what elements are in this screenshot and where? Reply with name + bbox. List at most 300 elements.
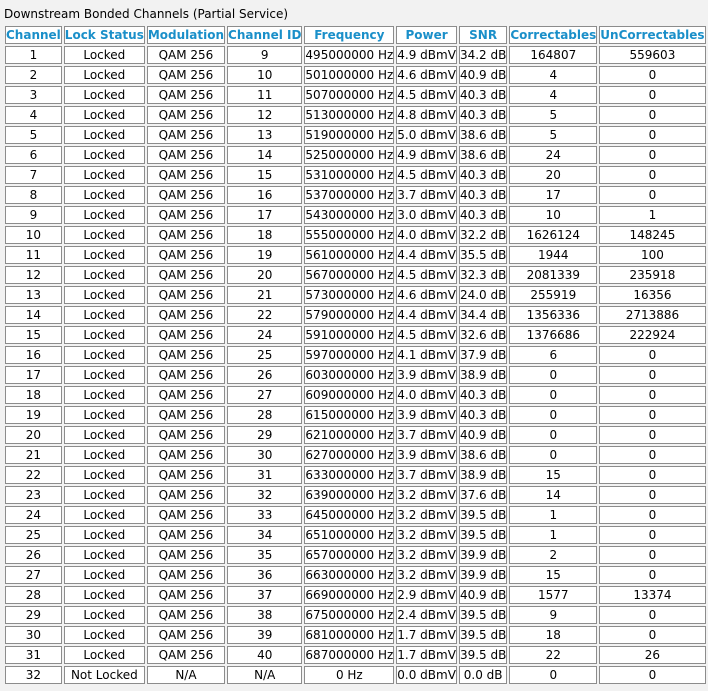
power-cell: 4.5 dBmV (397, 168, 456, 182)
modulation-cell: QAM 256 (147, 206, 225, 224)
table-row (5, 206, 706, 224)
snr-cell: 37.9 dB (459, 348, 507, 362)
lock-status-cell: Locked (64, 346, 145, 364)
correctables-cell: 9 (509, 606, 597, 624)
modulation-cell: QAM 256 (147, 266, 225, 284)
modulation-cell: QAM 256 (147, 46, 225, 64)
lock-status-cell: Locked (64, 626, 145, 644)
modulation-cell: QAM 256 (147, 626, 225, 644)
lock-status-cell: Locked (64, 566, 145, 584)
channel-id-cell: 17 (227, 206, 302, 224)
power-cell: 4.0 dBmV (397, 228, 456, 242)
uncorrectables-cell: 0 (599, 386, 705, 404)
power-cell: 4.9 dBmV (397, 148, 456, 162)
frequency-cell: 621000000 Hz (305, 428, 394, 442)
channel-id-cell: 19 (227, 246, 302, 264)
correctables-cell: 0 (509, 666, 597, 684)
table-row (5, 606, 706, 624)
power-cell: 3.2 dBmV (397, 488, 456, 502)
lock-status-cell: Locked (64, 366, 145, 384)
channel-id-cell: 36 (227, 566, 302, 584)
channel-cell: 31 (5, 646, 62, 664)
correctables-cell: 15 (509, 566, 597, 584)
frequency-cell: 615000000 Hz (305, 408, 394, 422)
channel-id-cell: 18 (227, 226, 302, 244)
channel-id-cell: 13 (227, 126, 302, 144)
table-row (5, 86, 706, 104)
channel-cell: 21 (5, 446, 62, 464)
snr-cell: 38.9 dB (459, 368, 507, 382)
uncorrectables-cell: 0 (599, 446, 705, 464)
header-correctables: Correctables (510, 28, 597, 42)
channel-id-cell: 9 (227, 46, 302, 64)
frequency-cell: 657000000 Hz (305, 548, 394, 562)
frequency-cell: 501000000 Hz (305, 68, 394, 82)
lock-status-cell: Locked (64, 226, 145, 244)
snr-cell: 34.2 dB (459, 48, 507, 62)
correctables-cell: 10 (509, 206, 597, 224)
channel-id-cell: 39 (227, 626, 302, 644)
uncorrectables-cell: 235918 (599, 266, 705, 284)
lock-status-cell: Locked (64, 326, 145, 344)
channel-cell: 11 (5, 246, 62, 264)
lock-status-cell: Locked (64, 526, 145, 544)
frequency-cell: 645000000 Hz (305, 508, 394, 522)
uncorrectables-cell: 0 (599, 666, 705, 684)
modulation-cell: QAM 256 (147, 606, 225, 624)
lock-status-cell: Locked (64, 166, 145, 184)
channel-id-cell: 33 (227, 506, 302, 524)
channel-cell: 25 (5, 526, 62, 544)
power-cell: 3.7 dBmV (397, 188, 456, 202)
channel-cell: 26 (5, 546, 62, 564)
header-channel-id: Channel ID (228, 28, 302, 42)
channel-id-cell: 29 (227, 426, 302, 444)
power-cell: 4.5 dBmV (397, 268, 456, 282)
channel-cell: 15 (5, 326, 62, 344)
snr-cell: 40.3 dB (459, 408, 507, 422)
lock-status-cell: Locked (64, 66, 145, 84)
channel-id-cell: 24 (227, 326, 302, 344)
frequency-cell: 537000000 Hz (305, 188, 394, 202)
lock-status-cell: Locked (64, 546, 145, 564)
uncorrectables-cell: 0 (599, 66, 705, 84)
modulation-cell: QAM 256 (147, 406, 225, 424)
table-row (5, 586, 706, 604)
power-cell: 5.0 dBmV (397, 128, 456, 142)
channel-id-cell: N/A (227, 666, 302, 684)
frequency-cell: 669000000 Hz (305, 588, 394, 602)
snr-cell: 40.3 dB (459, 108, 507, 122)
power-cell: 3.0 dBmV (397, 208, 456, 222)
modulation-cell: QAM 256 (147, 226, 225, 244)
correctables-cell: 0 (509, 446, 597, 464)
frequency-cell: 531000000 Hz (305, 168, 394, 182)
frequency-cell: 555000000 Hz (305, 228, 394, 242)
snr-cell: 39.5 dB (459, 628, 507, 642)
channel-id-cell: 31 (227, 466, 302, 484)
uncorrectables-cell: 148245 (599, 226, 705, 244)
channel-cell: 20 (5, 426, 62, 444)
channel-id-cell: 16 (227, 186, 302, 204)
frequency-cell: 603000000 Hz (305, 368, 394, 382)
modulation-cell: N/A (147, 666, 225, 684)
lock-status-cell: Locked (64, 246, 145, 264)
table-row (5, 186, 706, 204)
channel-id-cell: 28 (227, 406, 302, 424)
table-row (5, 66, 706, 84)
lock-status-cell: Locked (64, 426, 145, 444)
power-cell: 4.1 dBmV (397, 348, 456, 362)
section-title: Downstream Bonded Channels (Partial Service) (4, 7, 289, 21)
channel-cell: 28 (5, 586, 62, 604)
channel-id-cell: 12 (227, 106, 302, 124)
frequency-cell: 543000000 Hz (305, 208, 394, 222)
channel-cell: 9 (5, 206, 62, 224)
modulation-cell: QAM 256 (147, 646, 225, 664)
power-cell: 2.4 dBmV (397, 608, 456, 622)
uncorrectables-cell: 0 (599, 186, 705, 204)
correctables-cell: 6 (509, 346, 597, 364)
table-row (5, 346, 706, 364)
snr-cell: 24.0 dB (459, 288, 507, 302)
uncorrectables-cell: 0 (599, 566, 705, 584)
lock-status-cell: Locked (64, 646, 145, 664)
channel-cell: 16 (5, 346, 62, 364)
power-cell: 4.0 dBmV (397, 388, 456, 402)
power-cell: 4.9 dBmV (397, 48, 456, 62)
snr-cell: 40.3 dB (459, 208, 507, 222)
uncorrectables-cell: 0 (599, 86, 705, 104)
snr-cell: 40.3 dB (459, 88, 507, 102)
snr-cell: 35.5 dB (459, 248, 507, 262)
channel-id-cell: 38 (227, 606, 302, 624)
header-power: Power (396, 26, 457, 44)
modulation-cell: QAM 256 (147, 306, 225, 324)
channel-id-cell: 15 (227, 166, 302, 184)
snr-cell: 39.5 dB (459, 608, 507, 622)
channel-cell: 22 (5, 466, 62, 484)
modulation-cell: QAM 256 (147, 546, 225, 564)
header-modulation: Modulation (147, 28, 225, 42)
uncorrectables-cell: 0 (599, 346, 705, 364)
table-row (5, 626, 706, 644)
lock-status-cell: Locked (64, 406, 145, 424)
snr-cell: 32.2 dB (459, 228, 507, 242)
power-cell: 3.7 dBmV (397, 468, 456, 482)
channel-cell: 3 (5, 86, 62, 104)
table-row (5, 466, 706, 484)
channel-id-cell: 35 (227, 546, 302, 564)
table-row (5, 46, 706, 64)
correctables-cell: 17 (509, 186, 597, 204)
correctables-cell: 1 (509, 506, 597, 524)
frequency-cell: 579000000 Hz (305, 308, 394, 322)
uncorrectables-cell: 100 (599, 246, 705, 264)
power-cell: 3.2 dBmV (397, 568, 456, 582)
uncorrectables-cell: 0 (599, 606, 705, 624)
lock-status-cell: Locked (64, 146, 145, 164)
channel-id-cell: 34 (227, 526, 302, 544)
power-cell: 4.6 dBmV (397, 288, 456, 302)
uncorrectables-cell: 0 (599, 426, 705, 444)
modulation-cell: QAM 256 (147, 286, 225, 304)
lock-status-cell: Locked (64, 446, 145, 464)
uncorrectables-cell: 0 (599, 626, 705, 644)
lock-status-cell: Locked (64, 286, 145, 304)
power-cell: 3.2 dBmV (397, 528, 456, 542)
power-cell: 0.0 dBmV (397, 668, 456, 682)
frequency-cell: 675000000 Hz (305, 608, 394, 622)
correctables-cell: 0 (509, 386, 597, 404)
frequency-cell: 525000000 Hz (305, 148, 394, 162)
frequency-cell: 627000000 Hz (305, 448, 394, 462)
uncorrectables-cell: 0 (599, 366, 705, 384)
correctables-cell: 22 (509, 646, 597, 664)
modulation-cell: QAM 256 (147, 166, 225, 184)
table-row (5, 326, 706, 344)
correctables-cell: 1356336 (509, 306, 597, 324)
correctables-cell: 18 (509, 626, 597, 644)
frequency-cell: 651000000 Hz (305, 528, 394, 542)
power-cell: 4.5 dBmV (397, 328, 456, 342)
power-cell: 3.7 dBmV (397, 428, 456, 442)
uncorrectables-cell: 0 (599, 106, 705, 124)
power-cell: 3.9 dBmV (397, 408, 456, 422)
modulation-cell: QAM 256 (147, 246, 225, 264)
channel-cell: 5 (5, 126, 62, 144)
correctables-cell: 2081339 (509, 266, 597, 284)
lock-status-cell: Locked (64, 266, 145, 284)
channel-cell: 24 (5, 506, 62, 524)
snr-cell: 39.9 dB (459, 548, 507, 562)
table-row (5, 406, 706, 424)
table-row (5, 666, 706, 684)
channel-cell: 4 (5, 106, 62, 124)
table-row (5, 546, 706, 564)
frequency-cell: 513000000 Hz (305, 108, 394, 122)
power-cell: 4.6 dBmV (397, 68, 456, 82)
snr-cell: 40.3 dB (459, 388, 507, 402)
modulation-cell: QAM 256 (147, 526, 225, 544)
frequency-cell: 561000000 Hz (305, 248, 394, 262)
frequency-cell: 591000000 Hz (305, 328, 394, 342)
correctables-cell: 5 (509, 106, 597, 124)
power-cell: 3.9 dBmV (397, 448, 456, 462)
downstream-channels-table (3, 24, 708, 686)
modulation-cell: QAM 256 (147, 66, 225, 84)
snr-cell: 38.6 dB (459, 448, 507, 462)
modulation-cell: QAM 256 (147, 426, 225, 444)
correctables-cell: 24 (509, 146, 597, 164)
table-row (5, 106, 706, 124)
uncorrectables-cell: 0 (599, 526, 705, 544)
uncorrectables-cell: 0 (599, 126, 705, 144)
channel-cell: 17 (5, 366, 62, 384)
table-row (5, 146, 706, 164)
channel-cell: 14 (5, 306, 62, 324)
frequency-cell: 567000000 Hz (305, 268, 394, 282)
uncorrectables-cell: 16356 (599, 286, 705, 304)
table-row (5, 166, 706, 184)
channel-cell: 12 (5, 266, 62, 284)
power-cell: 1.7 dBmV (397, 628, 456, 642)
uncorrectables-cell: 0 (599, 466, 705, 484)
power-cell: 2.9 dBmV (397, 588, 456, 602)
uncorrectables-cell: 0 (599, 166, 705, 184)
lock-status-cell: Locked (64, 506, 145, 524)
channel-cell: 8 (5, 186, 62, 204)
snr-cell: 38.9 dB (459, 468, 507, 482)
lock-status-cell: Locked (64, 106, 145, 124)
snr-cell: 37.6 dB (459, 488, 507, 502)
table-row (5, 246, 706, 264)
lock-status-cell: Locked (64, 386, 145, 404)
correctables-cell: 0 (509, 366, 597, 384)
lock-status-cell: Locked (64, 586, 145, 604)
lock-status-cell: Locked (64, 186, 145, 204)
table-row (5, 526, 706, 544)
channel-cell: 6 (5, 146, 62, 164)
snr-cell: 40.9 dB (459, 588, 507, 602)
uncorrectables-cell: 222924 (599, 326, 705, 344)
lock-status-cell: Locked (64, 206, 145, 224)
table-row (5, 286, 706, 304)
channel-cell: 32 (5, 666, 62, 684)
modulation-cell: QAM 256 (147, 466, 225, 484)
power-cell: 4.4 dBmV (397, 248, 456, 262)
snr-cell: 40.3 dB (459, 168, 507, 182)
snr-cell: 0.0 dB (459, 666, 507, 684)
frequency-cell: 633000000 Hz (305, 468, 394, 482)
header-channel: Channel (6, 28, 61, 42)
correctables-cell: 1626124 (509, 226, 597, 244)
modulation-cell: QAM 256 (147, 346, 225, 364)
correctables-cell: 255919 (509, 286, 597, 304)
modulation-cell: QAM 256 (147, 386, 225, 404)
channel-id-cell: 21 (227, 286, 302, 304)
channel-cell: 7 (5, 166, 62, 184)
channel-id-cell: 22 (227, 306, 302, 324)
modulation-cell: QAM 256 (147, 86, 225, 104)
power-cell: 4.5 dBmV (397, 88, 456, 102)
modulation-cell: QAM 256 (147, 586, 225, 604)
table-row (5, 426, 706, 444)
modulation-cell: QAM 256 (147, 446, 225, 464)
frequency-cell: 507000000 Hz (305, 88, 394, 102)
table-row (5, 126, 706, 144)
lock-status-cell: Locked (64, 606, 145, 624)
correctables-cell: 1376686 (509, 326, 597, 344)
correctables-cell: 1577 (509, 586, 597, 604)
table-row (5, 646, 706, 664)
channel-id-cell: 25 (227, 346, 302, 364)
table-row (5, 306, 706, 324)
table-row (5, 446, 706, 464)
uncorrectables-cell: 559603 (599, 46, 705, 64)
frequency-cell: 573000000 Hz (305, 288, 394, 302)
lock-status-cell: Locked (64, 86, 145, 104)
channel-id-cell: 32 (227, 486, 302, 504)
lock-status-cell: Locked (64, 126, 145, 144)
power-cell: 4.4 dBmV (397, 308, 456, 322)
uncorrectables-cell: 0 (599, 486, 705, 504)
snr-cell: 40.3 dB (459, 188, 507, 202)
correctables-cell: 0 (509, 406, 597, 424)
uncorrectables-cell: 0 (599, 506, 705, 524)
snr-cell: 39.5 dB (459, 508, 507, 522)
correctables-cell: 15 (509, 466, 597, 484)
power-cell: 3.2 dBmV (397, 548, 456, 562)
modulation-cell: QAM 256 (147, 506, 225, 524)
snr-cell: 38.6 dB (459, 128, 507, 142)
snr-cell: 39.5 dB (459, 528, 507, 542)
channel-cell: 1 (5, 46, 62, 64)
lock-status-cell: Locked (64, 46, 145, 64)
snr-cell: 40.9 dB (459, 428, 507, 442)
frequency-cell: 519000000 Hz (305, 128, 394, 142)
correctables-cell: 5 (509, 126, 597, 144)
modulation-cell: QAM 256 (147, 326, 225, 344)
modulation-cell: QAM 256 (147, 486, 225, 504)
table-row (5, 566, 706, 584)
channel-id-cell: 10 (227, 66, 302, 84)
power-cell: 3.2 dBmV (397, 508, 456, 522)
channel-id-cell: 30 (227, 446, 302, 464)
frequency-cell: 609000000 Hz (305, 388, 394, 402)
snr-cell: 34.4 dB (459, 308, 507, 322)
uncorrectables-cell: 0 (599, 406, 705, 424)
frequency-cell: 495000000 Hz (305, 48, 394, 62)
header-lock-status: Lock Status (64, 28, 144, 42)
frequency-cell: 639000000 Hz (305, 488, 394, 502)
table-row (5, 486, 706, 504)
power-cell: 1.7 dBmV (397, 648, 456, 662)
uncorrectables-cell: 0 (599, 546, 705, 564)
uncorrectables-cell: 13374 (599, 586, 705, 604)
correctables-cell: 4 (509, 86, 597, 104)
table-row (5, 366, 706, 384)
modulation-cell: QAM 256 (147, 186, 225, 204)
modulation-cell: QAM 256 (147, 126, 225, 144)
uncorrectables-cell: 2713886 (599, 306, 705, 324)
snr-cell: 38.6 dB (459, 148, 507, 162)
correctables-cell: 20 (509, 166, 597, 184)
frequency-cell: 0 Hz (304, 666, 394, 684)
frequency-cell: 597000000 Hz (305, 348, 394, 362)
table-header-row (5, 26, 706, 44)
header-uncorrectables: UnCorrectables (600, 28, 705, 42)
table-row (5, 386, 706, 404)
uncorrectables-cell: 0 (599, 146, 705, 164)
snr-cell: 40.9 dB (459, 68, 507, 82)
table-row (5, 506, 706, 524)
frequency-cell: 681000000 Hz (305, 628, 394, 642)
channel-id-cell: 11 (227, 86, 302, 104)
correctables-cell: 164807 (509, 46, 597, 64)
channel-id-cell: 26 (227, 366, 302, 384)
channel-cell: 13 (5, 286, 62, 304)
channel-id-cell: 14 (227, 146, 302, 164)
table-row (5, 266, 706, 284)
correctables-cell: 0 (509, 426, 597, 444)
lock-status-cell: Locked (64, 486, 145, 504)
header-snr: SNR (459, 26, 507, 44)
channel-cell: 27 (5, 566, 62, 584)
channel-id-cell: 20 (227, 266, 302, 284)
channel-cell: 23 (5, 486, 62, 504)
correctables-cell: 4 (509, 66, 597, 84)
